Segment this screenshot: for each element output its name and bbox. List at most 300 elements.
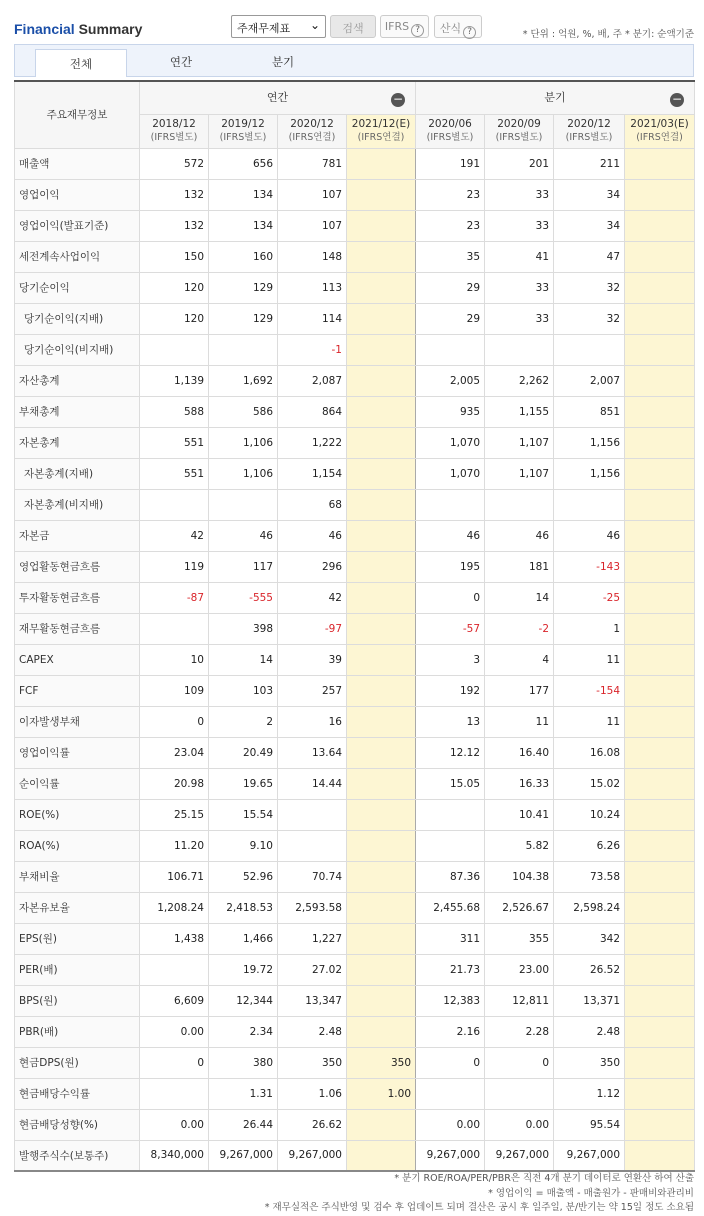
table-cell: [347, 520, 416, 551]
table-cell: 1,139: [140, 365, 209, 396]
table-cell: 13: [416, 706, 485, 737]
period-basis: (IFRS별도): [495, 132, 543, 143]
table-row: [15, 1140, 695, 1171]
table-cell: 1,154: [278, 458, 347, 489]
table-cell: [625, 396, 695, 427]
table-cell: -555: [209, 582, 278, 613]
table-cell: [625, 923, 695, 954]
table-row: [15, 303, 695, 334]
table-row: [15, 582, 695, 613]
table-cell: 42: [278, 582, 347, 613]
table-cell: [347, 613, 416, 644]
table-cell: 1,692: [209, 365, 278, 396]
table-cell: -2: [485, 613, 554, 644]
table-row: [15, 396, 695, 427]
footnote: * 분기 ROE/ROA/PER/PBR은 직전 4개 분기 데이터로 연환산 하여 산출: [394, 1173, 694, 1184]
table-cell: 11: [485, 706, 554, 737]
table-cell: 129: [209, 272, 278, 303]
period-basis: (IFRS별도): [565, 132, 613, 143]
table-cell: 211: [554, 148, 625, 179]
table-cell: 0: [416, 1047, 485, 1078]
row-label: 이자발생부채: [15, 706, 140, 737]
table-cell: 41: [485, 241, 554, 272]
period-header: [140, 114, 209, 148]
row-label: 당기순이익(비지배): [15, 334, 140, 365]
table-cell: 11.20: [140, 830, 209, 861]
table-cell: [625, 520, 695, 551]
table-cell: 1,107: [485, 427, 554, 458]
table-cell: 34: [554, 179, 625, 210]
table-cell: 106.71: [140, 861, 209, 892]
annual-label: 연간: [266, 91, 289, 104]
table-cell: 0: [140, 1047, 209, 1078]
table-cell: 2.48: [554, 1016, 625, 1047]
table-cell: [347, 272, 416, 303]
period-date: 2021/12(E): [351, 118, 411, 130]
table-cell: [625, 706, 695, 737]
table-cell: [347, 830, 416, 861]
table-cell: -25: [554, 582, 625, 613]
table-cell: 14.44: [278, 768, 347, 799]
table-cell: [347, 303, 416, 334]
table-cell: 16.33: [485, 768, 554, 799]
table-cell: 11: [554, 706, 625, 737]
table-cell: [347, 644, 416, 675]
table-cell: 148: [278, 241, 347, 272]
table-cell: [209, 489, 278, 520]
footnote: * 재무실적은 주식반영 및 검수 후 업데이트 되며 결산은 공시 후 일주일, 분/반기는 약 15일 정도 소요됨: [264, 1202, 694, 1213]
period-basis: (IFRS별도): [219, 132, 267, 143]
table-cell: 33: [485, 179, 554, 210]
collapse-annual-icon[interactable]: −: [392, 92, 404, 106]
table-cell: 25.15: [140, 799, 209, 830]
table-cell: [140, 489, 209, 520]
table-cell: 2.28: [485, 1016, 554, 1047]
header-bar: [14, 14, 694, 42]
row-label: 재무활동현금흐름: [15, 613, 140, 644]
table-cell: [347, 365, 416, 396]
table-cell: [140, 1078, 209, 1109]
row-label: 자본유보율: [15, 892, 140, 923]
table-cell: 13,347: [278, 985, 347, 1016]
financial-summary-table: [14, 80, 695, 1172]
title-accent: Financial: [14, 21, 75, 37]
table-cell: [625, 1016, 695, 1047]
table-cell: 114: [278, 303, 347, 334]
row-label: 영업이익률: [15, 737, 140, 768]
table-cell: 1,106: [209, 458, 278, 489]
period-header: [416, 114, 485, 148]
table-cell: [625, 985, 695, 1016]
row-label: 영업이익(발표기준): [15, 210, 140, 241]
table-cell: [625, 954, 695, 985]
table-cell: [625, 210, 695, 241]
table-cell: 1,156: [554, 458, 625, 489]
table-cell: 8,340,000: [140, 1140, 209, 1171]
table-row: [15, 706, 695, 737]
table-cell: 26.44: [209, 1109, 278, 1140]
table-cell: [416, 799, 485, 830]
table-cell: 2.16: [416, 1016, 485, 1047]
row-label: 자본총계(비지배): [15, 489, 140, 520]
table-cell: 46: [209, 520, 278, 551]
table-cell: 201: [485, 148, 554, 179]
table-cell: [625, 365, 695, 396]
table-cell: 5.82: [485, 830, 554, 861]
table-cell: 132: [140, 210, 209, 241]
period-header: [625, 114, 695, 148]
table-cell: -87: [140, 582, 209, 613]
table-row: [15, 458, 695, 489]
table-cell: 1,156: [554, 427, 625, 458]
row-label: 발행주식수(보통주): [15, 1140, 140, 1171]
table-cell: 2,087: [278, 365, 347, 396]
table-cell: [625, 241, 695, 272]
table-cell: 87.36: [416, 861, 485, 892]
row-label: 투자활동현금흐름: [15, 582, 140, 613]
table-cell: 781: [278, 148, 347, 179]
table-cell: 19.65: [209, 768, 278, 799]
row-label: 영업활동현금흐름: [15, 551, 140, 582]
table-cell: [625, 830, 695, 861]
table-cell: [347, 923, 416, 954]
table-cell: 95.54: [554, 1109, 625, 1140]
table-cell: 20.98: [140, 768, 209, 799]
table-cell: [416, 334, 485, 365]
table-cell: 129: [209, 303, 278, 334]
table-cell: -57: [416, 613, 485, 644]
table-cell: 656: [209, 148, 278, 179]
ifrs-help-button[interactable]: [380, 15, 429, 38]
table-cell: 134: [209, 210, 278, 241]
table-cell: 35: [416, 241, 485, 272]
statement-type-select[interactable]: [231, 15, 326, 38]
question-icon: ?: [411, 24, 424, 37]
table-cell: 46: [554, 520, 625, 551]
table-row: [15, 1078, 695, 1109]
table-cell: 70.74: [278, 861, 347, 892]
table-cell: [347, 210, 416, 241]
table-cell: [416, 1078, 485, 1109]
table-cell: 13,371: [554, 985, 625, 1016]
table-cell: 1.00: [347, 1078, 416, 1109]
table-row: [15, 148, 695, 179]
tab-all[interactable]: 전체: [35, 49, 127, 77]
period-basis: (IFRS별도): [426, 132, 474, 143]
table-cell: 47: [554, 241, 625, 272]
table-cell: 3: [416, 644, 485, 675]
table-row: [15, 737, 695, 768]
row-label: FCF: [15, 675, 140, 706]
row-label: 영업이익: [15, 179, 140, 210]
table-cell: [625, 799, 695, 830]
table-cell: [416, 489, 485, 520]
table-cell: 350: [278, 1047, 347, 1078]
table-cell: [625, 458, 695, 489]
table-cell: 398: [209, 613, 278, 644]
table-cell: 68: [278, 489, 347, 520]
table-row: [15, 241, 695, 272]
table-cell: 73.58: [554, 861, 625, 892]
table-cell: 103: [209, 675, 278, 706]
row-label: 현금DPS(원): [15, 1047, 140, 1078]
table-cell: [625, 582, 695, 613]
row-label: 매출액: [15, 148, 140, 179]
table-cell: 10: [140, 644, 209, 675]
table-cell: 2,526.67: [485, 892, 554, 923]
table-cell: 2: [209, 706, 278, 737]
table-cell: 9,267,000: [209, 1140, 278, 1171]
period-date: 2019/12: [221, 118, 265, 130]
table-cell: 2,455.68: [416, 892, 485, 923]
table-cell: 33: [485, 210, 554, 241]
table-cell: [625, 1109, 695, 1140]
statement-select-value: 주재무제표: [237, 22, 291, 35]
table-cell: 120: [140, 272, 209, 303]
table-row: [15, 334, 695, 365]
table-cell: 26.62: [278, 1109, 347, 1140]
row-label: 현금배당수익률: [15, 1078, 140, 1109]
table-cell: 32: [554, 303, 625, 334]
table-cell: 27.02: [278, 954, 347, 985]
table-cell: 195: [416, 551, 485, 582]
table-cell: [347, 427, 416, 458]
table-cell: 14: [485, 582, 554, 613]
table-cell: 29: [416, 272, 485, 303]
table-cell: 10.24: [554, 799, 625, 830]
table-cell: 1,106: [209, 427, 278, 458]
table-cell: [278, 799, 347, 830]
search-button[interactable]: 검색: [330, 15, 376, 38]
row-label: CAPEX: [15, 644, 140, 675]
row-label: EPS(원): [15, 923, 140, 954]
table-cell: [347, 954, 416, 985]
table-cell: 16: [278, 706, 347, 737]
table-cell: 1,208.24: [140, 892, 209, 923]
table-cell: 864: [278, 396, 347, 427]
period-header: [554, 114, 625, 148]
table-cell: 120: [140, 303, 209, 334]
table-cell: 0.00: [416, 1109, 485, 1140]
table-cell: 117: [209, 551, 278, 582]
table-cell: 23: [416, 210, 485, 241]
row-label: 순이익률: [15, 768, 140, 799]
table-cell: [209, 334, 278, 365]
table-cell: [140, 334, 209, 365]
formula-label: 산식: [439, 22, 462, 35]
table-cell: 113: [278, 272, 347, 303]
period-basis: (IFRS별도): [150, 132, 198, 143]
table-cell: 33: [485, 272, 554, 303]
table-cell: 355: [485, 923, 554, 954]
unit-note: * 단위 : 억원, %, 배, 주 * 분기: 순액기준: [522, 29, 694, 40]
table-cell: 16.40: [485, 737, 554, 768]
table-cell: 1,227: [278, 923, 347, 954]
table-cell: [625, 427, 695, 458]
table-cell: [625, 861, 695, 892]
question-icon: ?: [463, 26, 476, 39]
table-cell: 1,070: [416, 427, 485, 458]
table-cell: 52.96: [209, 861, 278, 892]
row-label: ROA(%): [15, 830, 140, 861]
row-label: 자산총계: [15, 365, 140, 396]
table-cell: -1: [278, 334, 347, 365]
table-cell: 46: [416, 520, 485, 551]
table-cell: [625, 489, 695, 520]
period-header: [485, 114, 554, 148]
table-row: [15, 272, 695, 303]
table-cell: 15.54: [209, 799, 278, 830]
row-label: PER(배): [15, 954, 140, 985]
period-date: 2020/09: [497, 118, 541, 130]
row-label: 부채비율: [15, 861, 140, 892]
table-cell: [347, 582, 416, 613]
chevron-down-icon: ⌄: [309, 18, 320, 32]
table-cell: [347, 768, 416, 799]
table-cell: 551: [140, 458, 209, 489]
table-cell: 12,383: [416, 985, 485, 1016]
table-row: [15, 675, 695, 706]
table-cell: 6.26: [554, 830, 625, 861]
formula-help-button[interactable]: [434, 15, 482, 38]
table-cell: [625, 675, 695, 706]
row-label: 자본총계: [15, 427, 140, 458]
table-cell: [347, 706, 416, 737]
table-row: [15, 210, 695, 241]
tab-quarterly[interactable]: 분기: [271, 55, 295, 69]
table-row: [15, 861, 695, 892]
table-cell: [554, 489, 625, 520]
table-cell: [625, 892, 695, 923]
table-cell: 9,267,000: [554, 1140, 625, 1171]
table-row: [15, 830, 695, 861]
period-header: [278, 114, 347, 148]
table-cell: 2,005: [416, 365, 485, 396]
table-row: [15, 1016, 695, 1047]
table-cell: 34: [554, 210, 625, 241]
table-cell: [347, 1140, 416, 1171]
table-cell: 6,609: [140, 985, 209, 1016]
table-cell: 1.12: [554, 1078, 625, 1109]
table-cell: 0: [416, 582, 485, 613]
period-header: [209, 114, 278, 148]
table-cell: 1,107: [485, 458, 554, 489]
table-cell: 551: [140, 427, 209, 458]
row-label: 당기순이익(지배): [15, 303, 140, 334]
title-rest: Summary: [78, 21, 143, 37]
table-cell: 12.12: [416, 737, 485, 768]
period-tabs: [14, 44, 694, 77]
table-cell: [625, 334, 695, 365]
table-cell: [278, 830, 347, 861]
table-cell: 4: [485, 644, 554, 675]
table-row: [15, 551, 695, 582]
table-cell: 32: [554, 272, 625, 303]
table-cell: 2.34: [209, 1016, 278, 1047]
row-label: 현금배당성향(%): [15, 1109, 140, 1140]
table-cell: 1: [554, 613, 625, 644]
table-cell: [625, 737, 695, 768]
table-cell: 132: [140, 179, 209, 210]
period-header: [347, 114, 416, 148]
footnotes: [265, 1172, 694, 1216]
table-cell: 33: [485, 303, 554, 334]
table-cell: 257: [278, 675, 347, 706]
collapse-quarterly-icon[interactable]: −: [672, 92, 683, 106]
tab-annual[interactable]: 연간: [169, 55, 193, 69]
table-cell: [347, 799, 416, 830]
table-cell: 39: [278, 644, 347, 675]
table-cell: [347, 551, 416, 582]
table-cell: 311: [416, 923, 485, 954]
period-date: 2020/12: [290, 118, 334, 130]
table-cell: 16.08: [554, 737, 625, 768]
table-cell: [416, 830, 485, 861]
table-cell: [625, 644, 695, 675]
table-cell: 2,007: [554, 365, 625, 396]
table-cell: 0: [140, 706, 209, 737]
quarterly-group-header: [416, 81, 695, 114]
table-cell: 46: [485, 520, 554, 551]
table-row: [15, 985, 695, 1016]
table-row: [15, 365, 695, 396]
table-row: [15, 954, 695, 985]
table-cell: 107: [278, 210, 347, 241]
table-row: [15, 923, 695, 954]
table-cell: 1,155: [485, 396, 554, 427]
table-cell: 191: [416, 148, 485, 179]
table-cell: [347, 148, 416, 179]
quarterly-label: 분기: [544, 91, 566, 104]
table-cell: [485, 1078, 554, 1109]
table-cell: 26.52: [554, 954, 625, 985]
table-cell: [347, 675, 416, 706]
table-cell: -97: [278, 613, 347, 644]
row-label: ROE(%): [15, 799, 140, 830]
table-cell: 21.73: [416, 954, 485, 985]
table-row: [15, 489, 695, 520]
table-cell: 572: [140, 148, 209, 179]
ifrs-label: IFRS: [384, 20, 410, 33]
table-cell: 0.00: [140, 1016, 209, 1047]
table-cell: 46: [278, 520, 347, 551]
row-header-label: 주요재무정보: [15, 81, 140, 148]
table-cell: -154: [554, 675, 625, 706]
table-cell: [347, 179, 416, 210]
table-cell: 23.04: [140, 737, 209, 768]
table-cell: 119: [140, 551, 209, 582]
table-cell: 9.10: [209, 830, 278, 861]
table-cell: 23: [416, 179, 485, 210]
table-cell: 12,344: [209, 985, 278, 1016]
table-cell: 107: [278, 179, 347, 210]
table-cell: 177: [485, 675, 554, 706]
table-cell: [140, 954, 209, 985]
page-title: [14, 21, 142, 37]
row-label: 당기순이익: [15, 272, 140, 303]
table-cell: [625, 1078, 695, 1109]
table-cell: 1,222: [278, 427, 347, 458]
period-basis: (IFRS연결): [288, 132, 336, 143]
table-cell: 192: [416, 675, 485, 706]
table-cell: [485, 489, 554, 520]
period-basis: (IFRS연결): [357, 132, 405, 143]
table-cell: [625, 613, 695, 644]
row-label: 부채총계: [15, 396, 140, 427]
table-cell: 296: [278, 551, 347, 582]
period-date: 2018/12: [152, 118, 196, 130]
table-cell: 23.00: [485, 954, 554, 985]
